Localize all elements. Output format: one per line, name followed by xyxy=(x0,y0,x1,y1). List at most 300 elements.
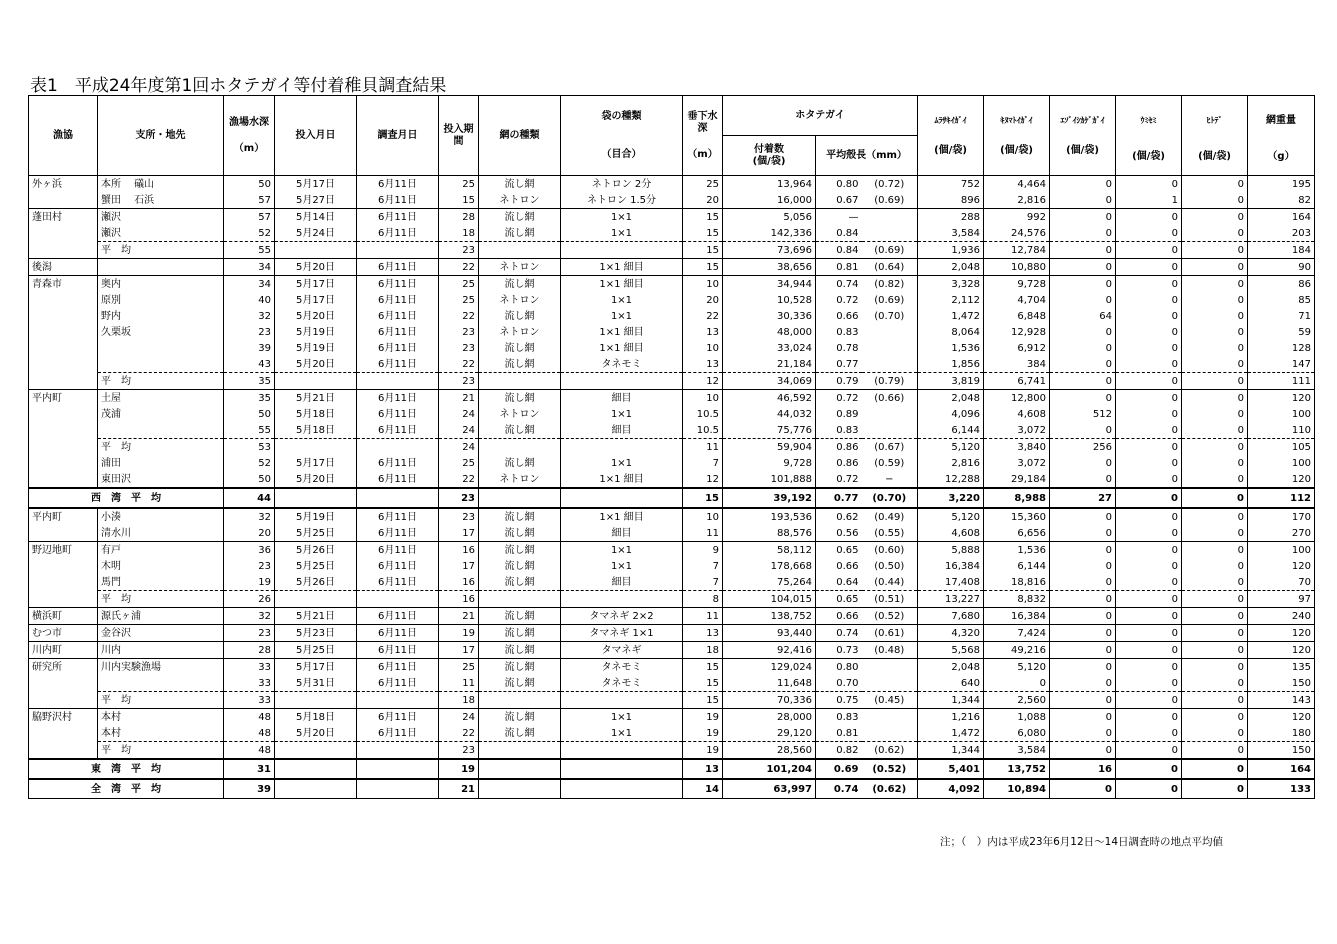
cell-count: 39,192 xyxy=(723,488,816,508)
cell-net-type: ネトロン xyxy=(479,292,561,308)
cell-species-4: 0 xyxy=(1116,471,1182,488)
cell-species-1: 2,048 xyxy=(918,259,984,276)
header-species-4-unit: (個/袋) xyxy=(1132,150,1165,162)
cell-bag-type: 1×1 細目 xyxy=(561,276,683,293)
cell-survey-date: 6月11日 xyxy=(357,324,439,340)
cell-hang-depth: 7 xyxy=(683,574,723,591)
cell-depth: 19 xyxy=(224,574,275,591)
cell-species-1: 13,227 xyxy=(918,591,984,608)
table-row xyxy=(29,508,1315,525)
cell-species-2: 0 xyxy=(984,675,1050,692)
cell-bag-type: 1×1 細目 xyxy=(561,471,683,488)
cell-depth: 23 xyxy=(224,324,275,340)
header-bag-unit: （目合） xyxy=(601,148,642,160)
cell-bag-type xyxy=(561,591,683,608)
cell-species-4: 0 xyxy=(1116,659,1182,676)
cell-species-3: 64 xyxy=(1050,308,1116,324)
cell-bag-type xyxy=(561,779,683,799)
cell-prev-length xyxy=(862,324,918,340)
cell-site: 清水川 xyxy=(98,525,224,542)
cell-weight: 90 xyxy=(1248,259,1315,276)
cell-species-1: 640 xyxy=(918,675,984,692)
cell-species-2: 18,816 xyxy=(984,574,1050,591)
cell-hang-depth: 20 xyxy=(683,292,723,308)
cell-site xyxy=(98,422,224,439)
cell-species-3: 256 xyxy=(1050,439,1116,456)
table-header xyxy=(29,96,1315,176)
cell-site: 平 均 xyxy=(98,439,224,456)
cell-start-date: 5月17日 xyxy=(275,455,357,471)
cell-count: 104,015 xyxy=(723,591,816,608)
cell-period: 22 xyxy=(439,356,479,373)
cell-hang-depth: 13 xyxy=(683,625,723,642)
cell-depth: 26 xyxy=(224,591,275,608)
cell-bag-type: 1×1 xyxy=(561,308,683,324)
cell-species-5: 0 xyxy=(1182,259,1248,276)
cell-species-1: 4,608 xyxy=(918,525,984,542)
cell-count: 75,776 xyxy=(723,422,816,439)
header-hang-unit: （m） xyxy=(687,148,718,160)
cell-start-date: 5月31日 xyxy=(275,675,357,692)
cell-species-1: 5,568 xyxy=(918,642,984,659)
cell-gyokyo xyxy=(29,439,98,456)
cell-count: 88,576 xyxy=(723,525,816,542)
cell-weight: 143 xyxy=(1248,692,1315,709)
cell-count: 34,069 xyxy=(723,373,816,390)
cell-net-type: 流し網 xyxy=(479,542,561,559)
cell-shell-length: 0.56 xyxy=(816,525,862,542)
cell-weight: 203 xyxy=(1248,225,1315,242)
cell-depth: 39 xyxy=(224,340,275,356)
cell-bag-type: タネモミ xyxy=(561,659,683,676)
cell-species-5: 0 xyxy=(1182,608,1248,625)
cell-bag-type: 1×1 xyxy=(561,725,683,742)
cell-hang-depth: 15 xyxy=(683,225,723,242)
cell-species-5: 0 xyxy=(1182,340,1248,356)
cell-prev-length xyxy=(862,659,918,676)
cell-period: 25 xyxy=(439,455,479,471)
table-row xyxy=(29,675,1315,692)
cell-species-4: 0 xyxy=(1116,439,1182,456)
cell-start-date: 5月26日 xyxy=(275,574,357,591)
cell-species-3: 0 xyxy=(1050,608,1116,625)
cell-shell-length: 0.84 xyxy=(816,225,862,242)
cell-site: 平 均 xyxy=(98,692,224,709)
cell-gyokyo xyxy=(29,324,98,340)
cell-survey-date: 6月11日 xyxy=(357,659,439,676)
cell-prev-length: (0.72) xyxy=(862,176,918,193)
header-species-2-label: ｷﾇﾏﾄｲｶﾞｲ xyxy=(1000,115,1033,125)
cell-net-type: 流し網 xyxy=(479,340,561,356)
cell-period: 23 xyxy=(439,340,479,356)
cell-period: 21 xyxy=(439,390,479,407)
cell-shell-length: 0.67 xyxy=(816,192,862,209)
cell-start-date xyxy=(275,692,357,709)
header-species-4-label: ｳﾐｾﾐ xyxy=(1140,115,1157,125)
cell-species-5: 0 xyxy=(1182,742,1248,760)
cell-count: 13,964 xyxy=(723,176,816,193)
cell-count: 34,944 xyxy=(723,276,816,293)
cell-weight: 240 xyxy=(1248,608,1315,625)
cell-species-3: 0 xyxy=(1050,192,1116,209)
table-row xyxy=(29,225,1315,242)
cell-weight: 150 xyxy=(1248,742,1315,760)
cell-species-4: 0 xyxy=(1116,759,1182,779)
cell-net-type: ネトロン xyxy=(479,406,561,422)
cell-depth: 33 xyxy=(224,692,275,709)
cell-species-3: 0 xyxy=(1050,574,1116,591)
cell-species-1: 288 xyxy=(918,209,984,226)
table-body xyxy=(29,176,1315,799)
cell-species-4: 0 xyxy=(1116,373,1182,390)
cell-net-type: 流し網 xyxy=(479,276,561,293)
cell-weight: 71 xyxy=(1248,308,1315,324)
cell-weight: 59 xyxy=(1248,324,1315,340)
cell-species-1: 5,120 xyxy=(918,508,984,525)
cell-species-1: 1,936 xyxy=(918,242,984,259)
cell-start-date: 5月19日 xyxy=(275,508,357,525)
cell-prev-length xyxy=(862,675,918,692)
cell-species-3: 0 xyxy=(1050,356,1116,373)
cell-species-2: 2,816 xyxy=(984,192,1050,209)
cell-species-1: 2,048 xyxy=(918,659,984,676)
cell-depth: 36 xyxy=(224,542,275,559)
cell-period: 25 xyxy=(439,292,479,308)
cell-survey-date xyxy=(357,692,439,709)
cell-prev-length: (0.60) xyxy=(862,542,918,559)
cell-period: 22 xyxy=(439,259,479,276)
cell-site: 野内 xyxy=(98,308,224,324)
cell-species-1: 8,064 xyxy=(918,324,984,340)
cell-shell-length: 0.82 xyxy=(816,742,862,760)
cell-species-4: 0 xyxy=(1116,242,1182,259)
cell-count: 30,336 xyxy=(723,308,816,324)
cell-hang-depth: 11 xyxy=(683,439,723,456)
cell-shell-length: 0.64 xyxy=(816,574,862,591)
cell-site: 土屋 xyxy=(98,390,224,407)
cell-species-2: 6,144 xyxy=(984,558,1050,574)
cell-shell-length: 0.65 xyxy=(816,542,862,559)
header-count xyxy=(723,136,816,176)
cell-bag-type: 1×1 xyxy=(561,406,683,422)
cell-species-1: 1,216 xyxy=(918,709,984,726)
cell-site: 平 均 xyxy=(98,373,224,390)
cell-net-type: 流し網 xyxy=(479,558,561,574)
cell-bag-type: ネトロン 2分 xyxy=(561,176,683,193)
cell-prev-length: (0.64) xyxy=(862,259,918,276)
cell-gyokyo: 川内町 xyxy=(29,642,98,659)
cell-shell-length: 0.74 xyxy=(816,779,862,799)
cell-survey-date xyxy=(357,591,439,608)
cell-depth: 48 xyxy=(224,725,275,742)
cell-hang-depth: 15 xyxy=(683,659,723,676)
table-row xyxy=(29,259,1315,276)
cell-net-type: 流し網 xyxy=(479,709,561,726)
cell-species-3: 0 xyxy=(1050,525,1116,542)
cell-species-5: 0 xyxy=(1182,725,1248,742)
cell-species-2: 6,656 xyxy=(984,525,1050,542)
cell-depth: 53 xyxy=(224,439,275,456)
cell-survey-date: 6月11日 xyxy=(357,725,439,742)
cell-bag-type: 1×1 xyxy=(561,709,683,726)
cell-weight: 100 xyxy=(1248,406,1315,422)
cell-survey-date: 6月11日 xyxy=(357,422,439,439)
cell-prev-length: (0.62) xyxy=(862,742,918,760)
cell-shell-length: 0.73 xyxy=(816,642,862,659)
cell-survey-date xyxy=(357,779,439,799)
cell-species-5: 0 xyxy=(1182,324,1248,340)
cell-start-date: 5月20日 xyxy=(275,308,357,324)
cell-site: 瀬沢 xyxy=(98,209,224,226)
header-survey-date: 調査月日 xyxy=(357,96,439,176)
cell-net-type xyxy=(479,742,561,760)
cell-weight: 164 xyxy=(1248,209,1315,226)
cell-bag-type: 細目 xyxy=(561,390,683,407)
header-species-5-label: ﾋﾄﾃﾞ xyxy=(1206,115,1223,125)
header-species-2-unit: (個/袋) xyxy=(1000,144,1033,156)
cell-prev-length xyxy=(862,209,918,226)
cell-depth: 28 xyxy=(224,642,275,659)
cell-gyokyo: 西 湾 平 均 xyxy=(29,488,224,508)
cell-species-2: 13,752 xyxy=(984,759,1050,779)
table-row xyxy=(29,542,1315,559)
cell-species-5: 0 xyxy=(1182,176,1248,193)
cell-weight: 112 xyxy=(1248,488,1315,508)
cell-bag-type xyxy=(561,373,683,390)
cell-site xyxy=(98,356,224,373)
cell-net-type: 流し網 xyxy=(479,422,561,439)
cell-start-date: 5月17日 xyxy=(275,276,357,293)
cell-period: 24 xyxy=(439,422,479,439)
cell-net-type: 流し網 xyxy=(479,608,561,625)
cell-hang-depth: 19 xyxy=(683,725,723,742)
cell-count: 70,336 xyxy=(723,692,816,709)
cell-prev-length xyxy=(862,725,918,742)
cell-shell-length: 0.74 xyxy=(816,625,862,642)
cell-hang-depth: 12 xyxy=(683,471,723,488)
cell-prev-length xyxy=(862,709,918,726)
cell-species-2: 7,424 xyxy=(984,625,1050,642)
cell-weight: 133 xyxy=(1248,779,1315,799)
cell-species-3: 0 xyxy=(1050,225,1116,242)
cell-species-5: 0 xyxy=(1182,659,1248,676)
cell-net-type: 流し網 xyxy=(479,675,561,692)
cell-species-3: 0 xyxy=(1050,373,1116,390)
cell-species-4: 0 xyxy=(1116,488,1182,508)
cell-gyokyo: 蓬田村 xyxy=(29,209,98,226)
cell-shell-length: 0.66 xyxy=(816,558,862,574)
cell-count: 10,528 xyxy=(723,292,816,308)
cell-weight: 150 xyxy=(1248,675,1315,692)
cell-shell-length: 0.65 xyxy=(816,591,862,608)
cell-site: 原別 xyxy=(98,292,224,308)
cell-depth: 57 xyxy=(224,209,275,226)
cell-period: 18 xyxy=(439,225,479,242)
cell-survey-date: 6月11日 xyxy=(357,542,439,559)
cell-species-5: 0 xyxy=(1182,242,1248,259)
cell-survey-date: 6月11日 xyxy=(357,340,439,356)
cell-shell-length: 0.81 xyxy=(816,259,862,276)
cell-count: 129,024 xyxy=(723,659,816,676)
cell-shell-length: 0.80 xyxy=(816,176,862,193)
cell-survey-date: 6月11日 xyxy=(357,225,439,242)
cell-species-3: 0 xyxy=(1050,508,1116,525)
cell-hang-depth: 13 xyxy=(683,324,723,340)
table-row xyxy=(29,558,1315,574)
cell-species-4: 0 xyxy=(1116,276,1182,293)
cell-species-1: 1,344 xyxy=(918,692,984,709)
cell-survey-date xyxy=(357,488,439,508)
cell-net-type xyxy=(479,439,561,456)
cell-species-5: 0 xyxy=(1182,675,1248,692)
cell-survey-date xyxy=(357,373,439,390)
cell-prev-length: (0.69) xyxy=(862,242,918,259)
table-row xyxy=(29,209,1315,226)
cell-gyokyo: 横浜町 xyxy=(29,608,98,625)
cell-species-3: 0 xyxy=(1050,692,1116,709)
cell-species-1: 5,120 xyxy=(918,439,984,456)
cell-depth: 35 xyxy=(224,390,275,407)
cell-gyokyo xyxy=(29,675,98,692)
cell-net-type xyxy=(479,759,561,779)
table-row xyxy=(29,525,1315,542)
cell-count: 38,656 xyxy=(723,259,816,276)
cell-count: 29,120 xyxy=(723,725,816,742)
cell-survey-date: 6月11日 xyxy=(357,356,439,373)
cell-species-2: 384 xyxy=(984,356,1050,373)
cell-start-date: 5月19日 xyxy=(275,324,357,340)
cell-start-date xyxy=(275,373,357,390)
cell-survey-date: 6月11日 xyxy=(357,390,439,407)
cell-prev-length: (0.67) xyxy=(862,439,918,456)
cell-species-5: 0 xyxy=(1182,574,1248,591)
cell-net-type xyxy=(479,779,561,799)
cell-depth: 52 xyxy=(224,225,275,242)
cell-hang-depth: 15 xyxy=(683,209,723,226)
cell-species-2: 6,080 xyxy=(984,725,1050,742)
cell-depth: 32 xyxy=(224,508,275,525)
table-row xyxy=(29,422,1315,439)
cell-count: 93,440 xyxy=(723,625,816,642)
cell-start-date: 5月18日 xyxy=(275,406,357,422)
cell-site: 平 均 xyxy=(98,591,224,608)
cell-net-type: ネトロン xyxy=(479,192,561,209)
cell-start-date: 5月19日 xyxy=(275,340,357,356)
cell-species-3: 512 xyxy=(1050,406,1116,422)
cell-shell-length: 0.86 xyxy=(816,455,862,471)
cell-species-3: 0 xyxy=(1050,455,1116,471)
cell-count: 92,416 xyxy=(723,642,816,659)
cell-depth: 50 xyxy=(224,176,275,193)
cell-period: 23 xyxy=(439,373,479,390)
cell-site: 奥内 xyxy=(98,276,224,293)
cell-species-4: 0 xyxy=(1116,176,1182,193)
cell-start-date xyxy=(275,591,357,608)
cell-shell-length: 0.72 xyxy=(816,471,862,488)
cell-count: 193,536 xyxy=(723,508,816,525)
cell-count: 48,000 xyxy=(723,324,816,340)
cell-species-2: 12,800 xyxy=(984,390,1050,407)
cell-hang-depth: 11 xyxy=(683,525,723,542)
cell-species-2: 1,536 xyxy=(984,542,1050,559)
cell-net-type: 流し網 xyxy=(479,225,561,242)
cell-survey-date: 6月11日 xyxy=(357,642,439,659)
cell-prev-length: (0.52) xyxy=(862,608,918,625)
cell-bag-type: ネトロン 1.5分 xyxy=(561,192,683,209)
cell-net-type: ネトロン xyxy=(479,324,561,340)
table-row xyxy=(29,373,1315,390)
cell-species-4: 0 xyxy=(1116,779,1182,799)
cell-species-1: 1,856 xyxy=(918,356,984,373)
cell-weight: 195 xyxy=(1248,176,1315,193)
cell-species-1: 3,819 xyxy=(918,373,984,390)
header-species-3-unit: (個/袋) xyxy=(1066,144,1099,156)
cell-shell-length: 0.75 xyxy=(816,692,862,709)
cell-hang-depth: 9 xyxy=(683,542,723,559)
cell-shell-length: 0.66 xyxy=(816,308,862,324)
cell-hang-depth: 15 xyxy=(683,675,723,692)
cell-bag-type: 細目 xyxy=(561,525,683,542)
cell-site xyxy=(98,675,224,692)
cell-count: 142,336 xyxy=(723,225,816,242)
cell-gyokyo xyxy=(29,455,98,471)
cell-species-3: 0 xyxy=(1050,259,1116,276)
cell-net-type xyxy=(479,373,561,390)
cell-depth: 44 xyxy=(224,488,275,508)
cell-prev-length: (0.59) xyxy=(862,455,918,471)
cell-site: 本村 xyxy=(98,709,224,726)
cell-depth: 50 xyxy=(224,471,275,488)
cell-survey-date: 6月11日 xyxy=(357,455,439,471)
table-row xyxy=(29,192,1315,209)
cell-survey-date: 6月11日 xyxy=(357,292,439,308)
cell-survey-date: 6月11日 xyxy=(357,192,439,209)
cell-species-5: 0 xyxy=(1182,525,1248,542)
cell-species-3: 0 xyxy=(1050,242,1116,259)
cell-depth: 34 xyxy=(224,259,275,276)
cell-gyokyo xyxy=(29,422,98,439)
cell-survey-date: 6月11日 xyxy=(357,276,439,293)
cell-hang-depth: 10.5 xyxy=(683,422,723,439)
cell-start-date: 5月17日 xyxy=(275,659,357,676)
cell-gyokyo: 外ヶ浜 xyxy=(29,176,98,193)
cell-species-4: 0 xyxy=(1116,508,1182,525)
cell-species-4: 0 xyxy=(1116,642,1182,659)
cell-species-5: 0 xyxy=(1182,356,1248,373)
cell-count: 178,668 xyxy=(723,558,816,574)
cell-weight: 111 xyxy=(1248,373,1315,390)
cell-depth: 48 xyxy=(224,742,275,760)
cell-depth: 23 xyxy=(224,558,275,574)
cell-period: 16 xyxy=(439,574,479,591)
cell-gyokyo: 脇野沢村 xyxy=(29,709,98,726)
cell-hang-depth: 19 xyxy=(683,709,723,726)
cell-species-2: 6,741 xyxy=(984,373,1050,390)
cell-period: 15 xyxy=(439,192,479,209)
cell-gyokyo xyxy=(29,225,98,242)
cell-species-5: 0 xyxy=(1182,759,1248,779)
cell-species-1: 4,320 xyxy=(918,625,984,642)
cell-start-date: 5月20日 xyxy=(275,356,357,373)
cell-site: 小湊 xyxy=(98,508,224,525)
cell-species-4: 0 xyxy=(1116,422,1182,439)
cell-weight: 97 xyxy=(1248,591,1315,608)
cell-prev-length: (0.82) xyxy=(862,276,918,293)
cell-prev-length: (0.61) xyxy=(862,625,918,642)
cell-species-5: 0 xyxy=(1182,642,1248,659)
cell-species-1: 3,220 xyxy=(918,488,984,508)
cell-start-date: 5月18日 xyxy=(275,422,357,439)
